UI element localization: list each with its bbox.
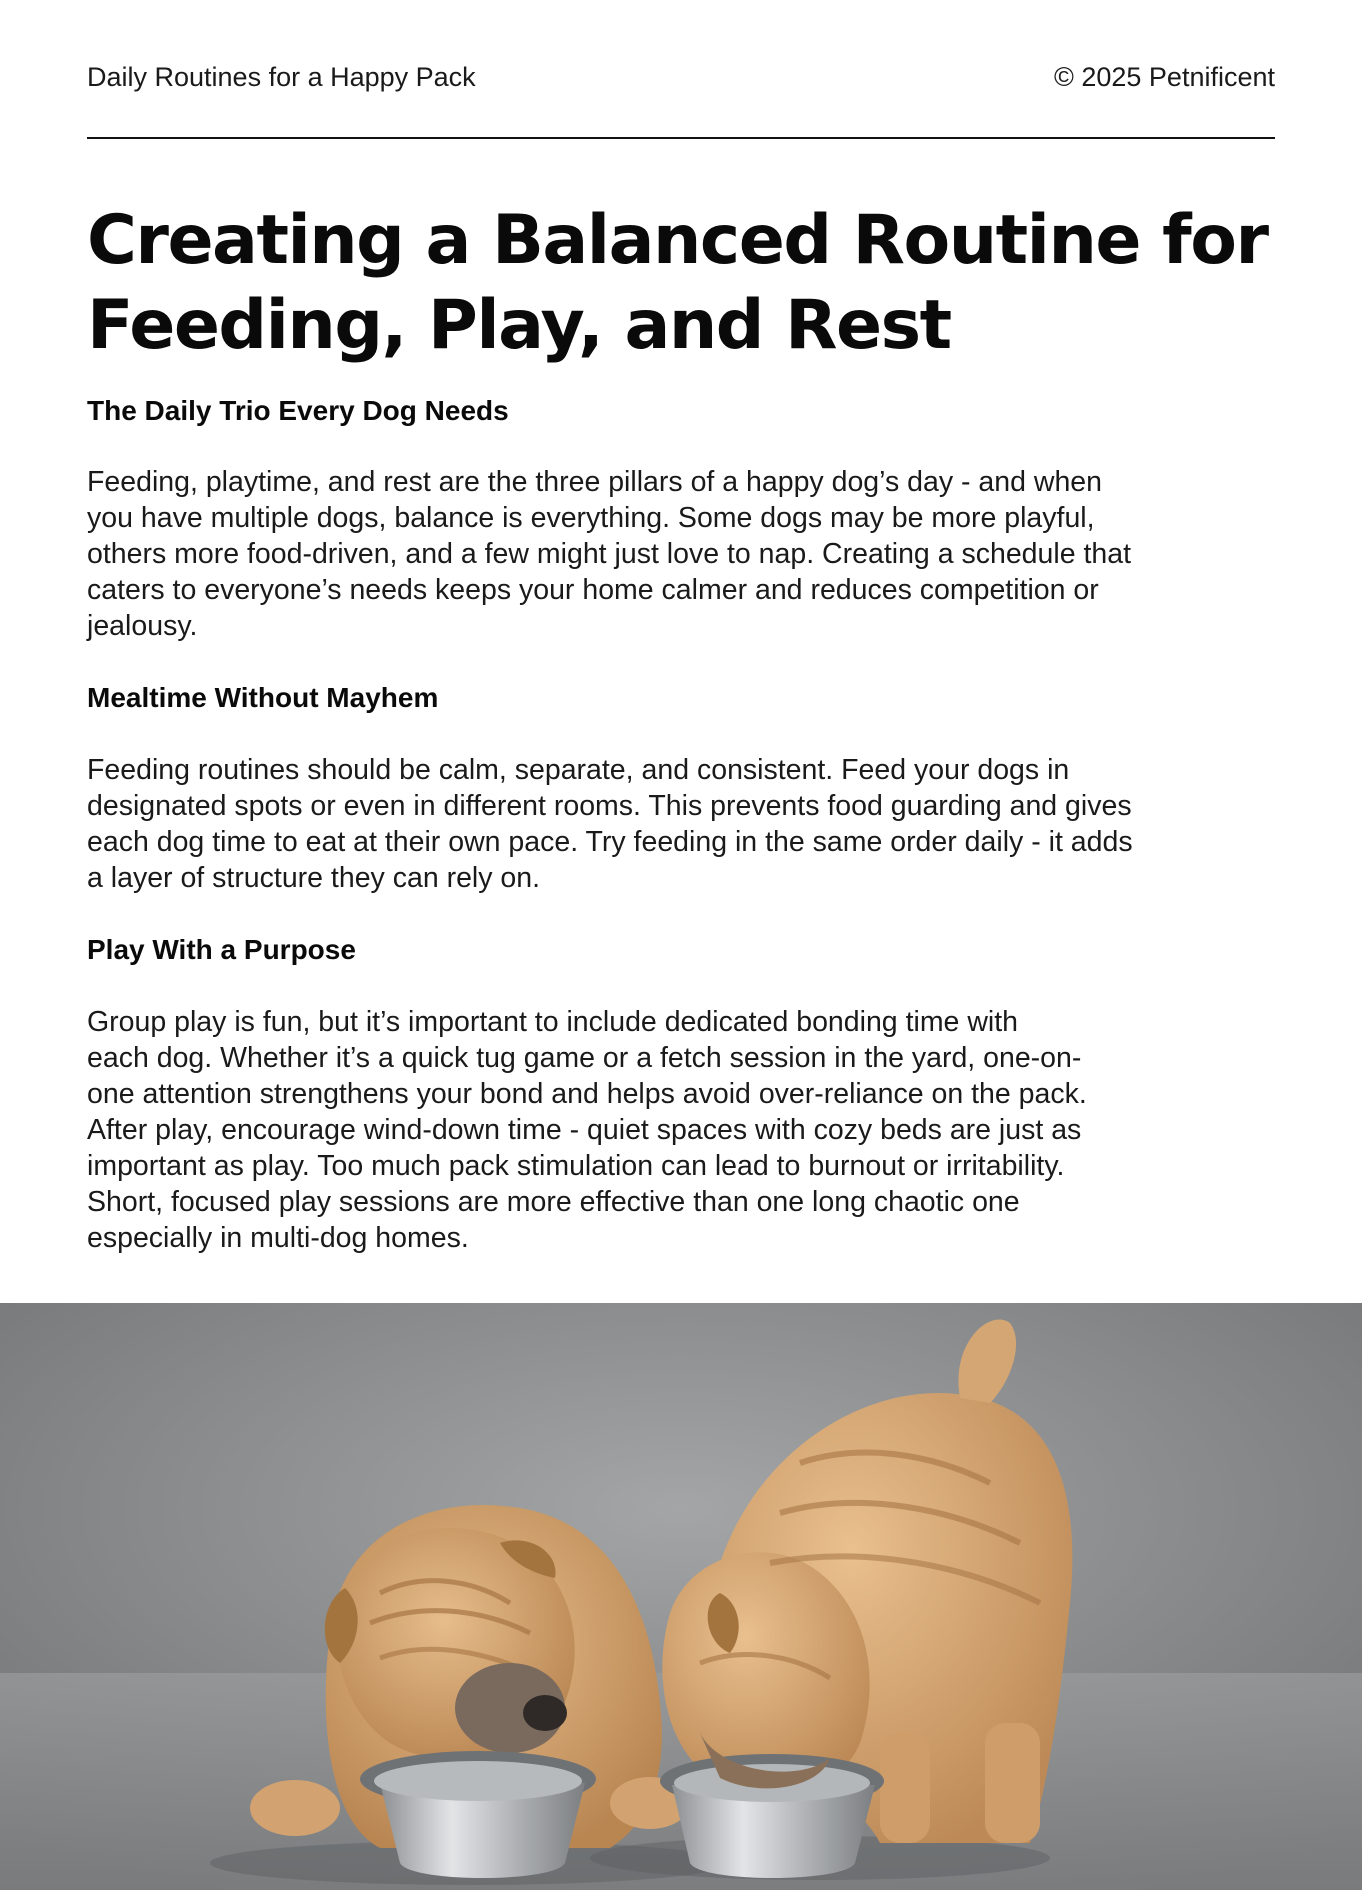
header-title: Daily Routines for a Happy Pack	[87, 62, 476, 92]
body-line: a layer of structure they can rely on.	[87, 862, 541, 894]
title-line-1: Creating a Balanced Routine for	[87, 201, 1268, 280]
body-line: one attention strengthens your bond and helps avoid over-reliance on the pack.	[87, 1078, 1087, 1110]
body-line: important as play. Too much pack stimulation can lead to burnout or irritability.	[87, 1150, 1065, 1182]
title-line-2: Feeding, Play, and Rest	[87, 286, 951, 365]
body-line: Feeding routines should be calm, separate, and consistent. Feed your dogs in	[87, 754, 1070, 786]
section-body-mealtime	[87, 752, 1282, 896]
section-heading-play: Play With a Purpose	[87, 934, 356, 965]
body-line: each dog time to eat at their own pace. Try feeding in the same order daily - it adds	[87, 826, 1133, 858]
section-body-play	[87, 1004, 1282, 1256]
body-line: After play, encourage wind-down time - quiet spaces with cozy beds are just as	[87, 1114, 1082, 1146]
body-line: Group play is fun, but it’s important to include dedicated bonding time with	[87, 1006, 1019, 1038]
body-line: especially in multi-dog homes.	[87, 1222, 469, 1254]
body-line: Feeding, playtime, and rest are the three pillars of a happy dog’s day - and when	[87, 466, 1103, 498]
body-line: jealousy.	[87, 610, 198, 642]
body-line: others more food-driven, and a few might just love to nap. Creating a schedule that	[87, 538, 1132, 570]
section-heading-daily-trio: The Daily Trio Every Dog Needs	[87, 395, 509, 426]
page-title	[87, 198, 1307, 368]
body-line: caters to everyone’s needs keeps your home calmer and reduces competition or	[87, 574, 1099, 606]
header-copyright: © 2025 Petnificent	[1053, 62, 1275, 92]
page-header	[87, 62, 1275, 93]
section-body-daily-trio	[87, 464, 1282, 644]
body-line: each dog. Whether it’s a quick tug game or a fetch session in the yard, one-on-	[87, 1042, 1082, 1074]
puppies-eating-photo	[0, 1303, 1362, 1890]
section-heading-mealtime: Mealtime Without Mayhem	[87, 682, 439, 713]
body-line: you have multiple dogs, balance is everything. Some dogs may be more playful,	[87, 502, 1095, 534]
body-line: Short, focused play sessions are more effective than one long chaotic one	[87, 1186, 1020, 1218]
header-divider	[87, 137, 1275, 139]
body-line: designated spots or even in different rooms. This prevents food guarding and gives	[87, 790, 1132, 822]
